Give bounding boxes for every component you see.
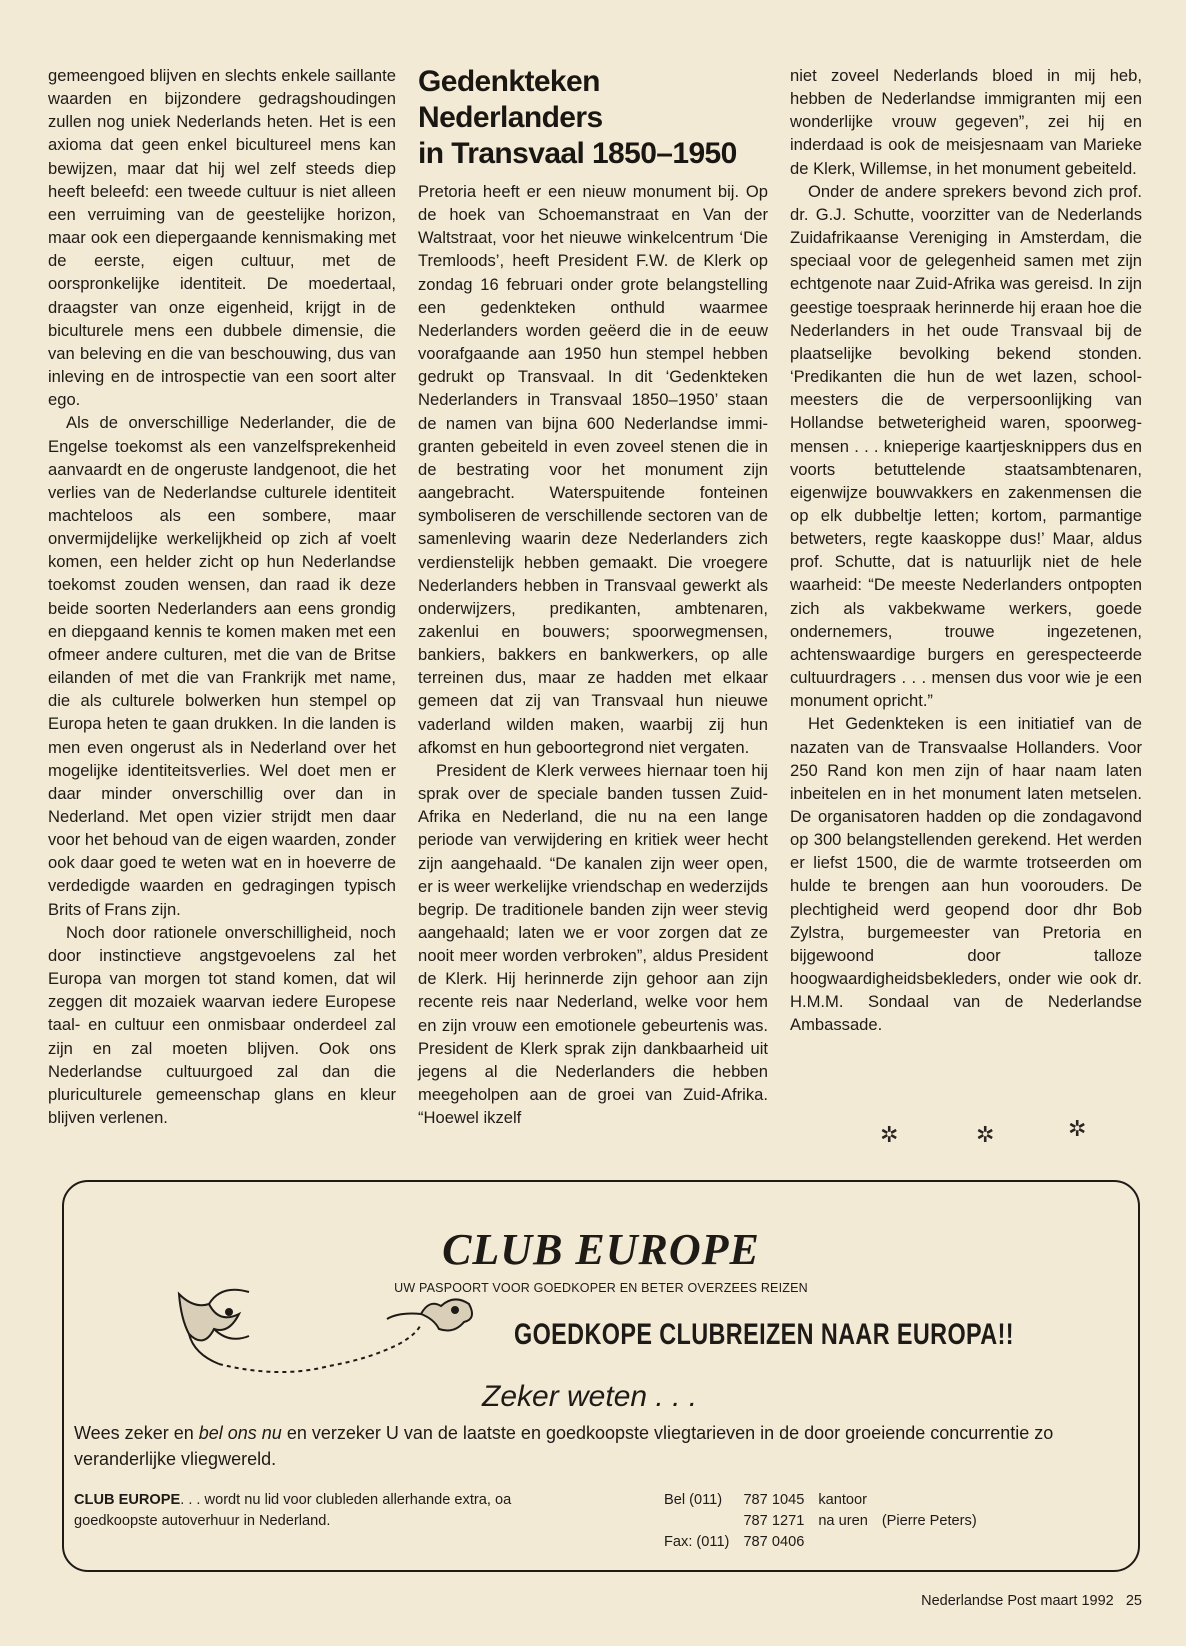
end-ornament-icon: ✲ (880, 1122, 899, 1147)
paragraph: niet zoveel Nederlands bloed in mij heb, hebben de Nederlandse immigranten mij een wonderlijke vrouw gegeven”, zei hij en inderdaad is ook de meisjesnaam van Marieke de Klerk, Willemse, in het monument gebeiteld. (790, 66, 1142, 178)
page-footer (921, 1593, 1142, 1609)
contact-row (664, 1511, 991, 1532)
contact-number: 787 0406 (743, 1534, 805, 1550)
contact-row (664, 1490, 991, 1511)
ad-slogan: Zeker weten . . . (482, 1380, 698, 1413)
ad-body-emphasis: bel ons nu (198, 1423, 282, 1443)
contact-label: Bel (011) (664, 1492, 723, 1508)
paragraph: Het Gedenkteken is een initiatief van de nazaten van de Transvaalse Hollanders. Voor 250 Rand kon men zijn of haar naam laten inbeitelen en in het monument laten metselen. De organisatoren hadden op die zondagavond op 300 belangstellenden gerekend. Het werden er liefst 1500, die de warmte trotseerden om hulde te brengen aan hun voorouders. De plechtigheid werd geopend door dhr Bob Zylstra, burgemeester van Pretoria en bijgewoond door talloze hoogwaardigheidsbekleders, onder wie ook dr. H.M.M. Sondaal van de Nederlandse Ambassade. (790, 714, 1142, 1035)
ad-contact-list (664, 1490, 991, 1553)
headline-line-1: Gedenkteken Nederlanders (418, 65, 603, 134)
ad-footer-brand: CLUB EUROPE (74, 1492, 181, 1508)
headline-line-2: in Transvaal 1850–1950 (418, 137, 737, 170)
ad-subtitle: UW PASPOORT VOOR GOEDKOPER EN BETER OVERZEES REIZEN (394, 1281, 808, 1295)
contact-note (818, 1532, 882, 1553)
column-middle (418, 64, 768, 1129)
ad-footer-text: . . . wordt nu lid voor clubleden allerhande extra, oa goedkoopste autoverhuur in Nederland. (74, 1492, 512, 1529)
ad-membership-note (74, 1490, 544, 1532)
ad-headline: GOEDKOPE CLUBREIZEN NAAR EUROPA!! (514, 1318, 1014, 1351)
contact-number: 787 1271 (743, 1513, 805, 1529)
paragraph: gemeengoed blijven en slechts enkele saillante waarden en bijzondere gedragshoudingen zullen nog uniek Nederlands heten. Het is een axioma dat geen enkel bicultureel mens kan bewijzen, maar dat hij wel zelf steeds diep heeft beleefd: een tweede cultuur is niet alleen een verruiming van de geestelijke horizon, maar ook een diepergaande kennismaking met de eerste, eigen cultuur, met de oorspronkelijke identiteit. De moedertaal, draagster van onze eigenheid, krijgt in de biculturele mens een dubbele dimensie, die van beleving en die van beschouwing, dus van inleving en de introspectie van een soort alter ego. (48, 66, 396, 410)
ad-body-text: en verzeker U van de laatste en goedkoopste vliegtarieven in de door groeiende concurrentie zo veranderlijke vliegwereld. (74, 1423, 1054, 1469)
paragraph: Onder de andere sprekers bevond zich prof. dr. G.J. Schutte, voorzitter van de Nederlands Zuidafrikaanse Vereniging in Amsterdam, die speciaal voor de gelegenheid samen met zijn echtgenote naar Zuid-Afrika was gereisd. In zijn geestige toespraak herinnerde hij eraan hoe die Nederlanders in het oude Transvaal bij de plaatselijke bevolking bekend stonden. ‘Predikanten die hun de wet lazen, schoolmeesters die de verpersoonlijking van Hollandse betweterigheid waren, spoorwegmensen . . . knieperige kaartjesknippers dus en voorts betuttelende staatsambtenaren, eigenwijze bouwvakkers en zakenmensen die op elk dubbeltje letten; kortom, parmantige betweters, regte kaaskoppe dus!’ Maar, aldus prof. Schutte, dat is natuurlijk niet de hele waarheid: “De meeste Nederlanders ontpopten zich als vakbekwame werkers, goede ondernemers, trouwe ingezetenen, achtenswaardige burgers en gerespecteerde cultuurdragers . . . mensen dus voor wie je een monument opricht.” (790, 181, 1142, 711)
ad-title: CLUB EUROPE (442, 1225, 760, 1274)
end-ornament-icon: ✲ (976, 1122, 995, 1147)
paragraph: President de Klerk verwees hiernaar toen hij sprak over de speciale banden tussen Zuid-Afrika en Nederland, die nu na een lange periode van verwijdering en kritiek weer hecht zijn aangehaald. “De kanalen zijn weer open, er is weer werkelijke vriendschap en wederzijds begrip. De traditionele banden zijn weer stevig aangehaald; laten we er voor zorgen dat ze nooit meer worden verbroken”, aldus President de Klerk. Hij herinnerde zijn gehoor aan zijn recente reis naar Nederland, welke voor hem en zijn vrouw een emotionele gebeurtenis was. President de Klerk sprak zijn dankbaarheid uit jegens al die Nederlanders die hebben meegeholpen aan de groei van Zuid-Afrika. “Hoewel ikzelf (418, 760, 768, 1128)
contact-extra: (Pierre Peters) (881, 1513, 977, 1529)
paragraph: Pretoria heeft er een nieuw monument bij. Op de hoek van Schoemanstraat en Van der Waltstraat, voor het nieuwe winkelcentrum ‘Die Tremloods’, heeft President F.W. de Klerk op zondag 16 februari onder grote belangstelling een gedenkteken onthuld waarmee Nederlanders worden geëerd die in de eeuw voorafgaande aan 1950 hun stempel hebben gedrukt op Transvaal. In dit ‘Gedenkteken Nederlanders in Transvaal 1850–1950’ staan de namen van bijna 600 Nederlandse immigranten gebeiteld in even zoveel stenen die in de bestrating voor het monument zijn aangebracht. Waterspuitende fonteinen symboliseren de verschillende sectoren van de samenleving waarin deze Nederlanders zich verdienstelijk hebben gemaakt. Die vroegere Nederlanders hebben in Transvaal gewerkt als onderwijzers, predikanten, ambtenaren, zakenlui en bouwers; spoorwegmensen, bankiers, bakkers en bankwerkers, op alle terreinen dus, maar ze hadden met elkaar gemeen dat zij van Transvaal hun nieuwe vaderland wilden maken, waarbij zij hun afkomst en hun geboortegrond niet vergaten. (418, 182, 768, 757)
birds-logo-icon (159, 1274, 489, 1374)
contact-extra (882, 1490, 991, 1511)
contact-extra (882, 1532, 991, 1553)
ad-body-text: Wees zeker en (74, 1423, 199, 1443)
advertisement-club-europe (62, 1180, 1140, 1572)
contact-row (664, 1532, 991, 1553)
contact-label (664, 1511, 743, 1532)
page-number: 25 (1125, 1593, 1142, 1609)
contact-number: 787 1045 (743, 1492, 805, 1508)
ad-body (74, 1420, 1124, 1472)
contact-note: kantoor (818, 1492, 867, 1508)
contact-note: na uren (818, 1513, 868, 1529)
contact-label: Fax: (011) (664, 1534, 730, 1550)
column-right (790, 64, 1142, 1037)
paragraph: Noch door rationele onverschilligheid, noch door instinctieve angstgevoelens zal het Europa van morgen tot stand komen, dat wil zeggen dit mozaiek waarvan iedere Europese taal- en cultuur een onmisbaar onderdeel zal zijn en zal moeten blijven. Ook ons Nederlandse cultuurgoed zal dan die pluriculturele gemeenschap glans en kleur blijven verlenen. (48, 922, 396, 1128)
column-left (48, 64, 396, 1129)
paragraph: Als de onverschillige Nederlander, die de Engelse toekomst als een vanzelfsprekenheid aanvaardt en de ongeruste landgenoot, die het verlies van de Nederlandse culturele identiteit machteloos als een sombere, maar onvermijdelijke werkelijkheid op zich af voelt komen, een helder zicht op hun Nederlandse toekomst zouden wensen, dan raad ik deze beide soorten Nederlanders aan eens grondig en diepgaand kennis te komen maken met een ofmeer andere culturen, met die van de Britse eilanden of met die van Frankrijk met name, die als culturele bolwerken hun stempel op Europa heten te gaan drukken. In die landen is men even ongerust als in Nederland over het mogelijke identiteitsverlies. Wel doet men er daar minder onverschillig over dan in Nederland. Met open vizier strijdt men daar voor het behoud van de eigen waarden, zonder ook daar goed te weten wat en in hoeverre de verdedigde waarden en gedragingen typisch Brits of Frans zijn. (48, 413, 396, 919)
article-headline (418, 64, 768, 172)
end-ornament-icon: ✲ (1068, 1116, 1087, 1141)
publication-name: Nederlandse Post maart 1992 (921, 1593, 1114, 1609)
